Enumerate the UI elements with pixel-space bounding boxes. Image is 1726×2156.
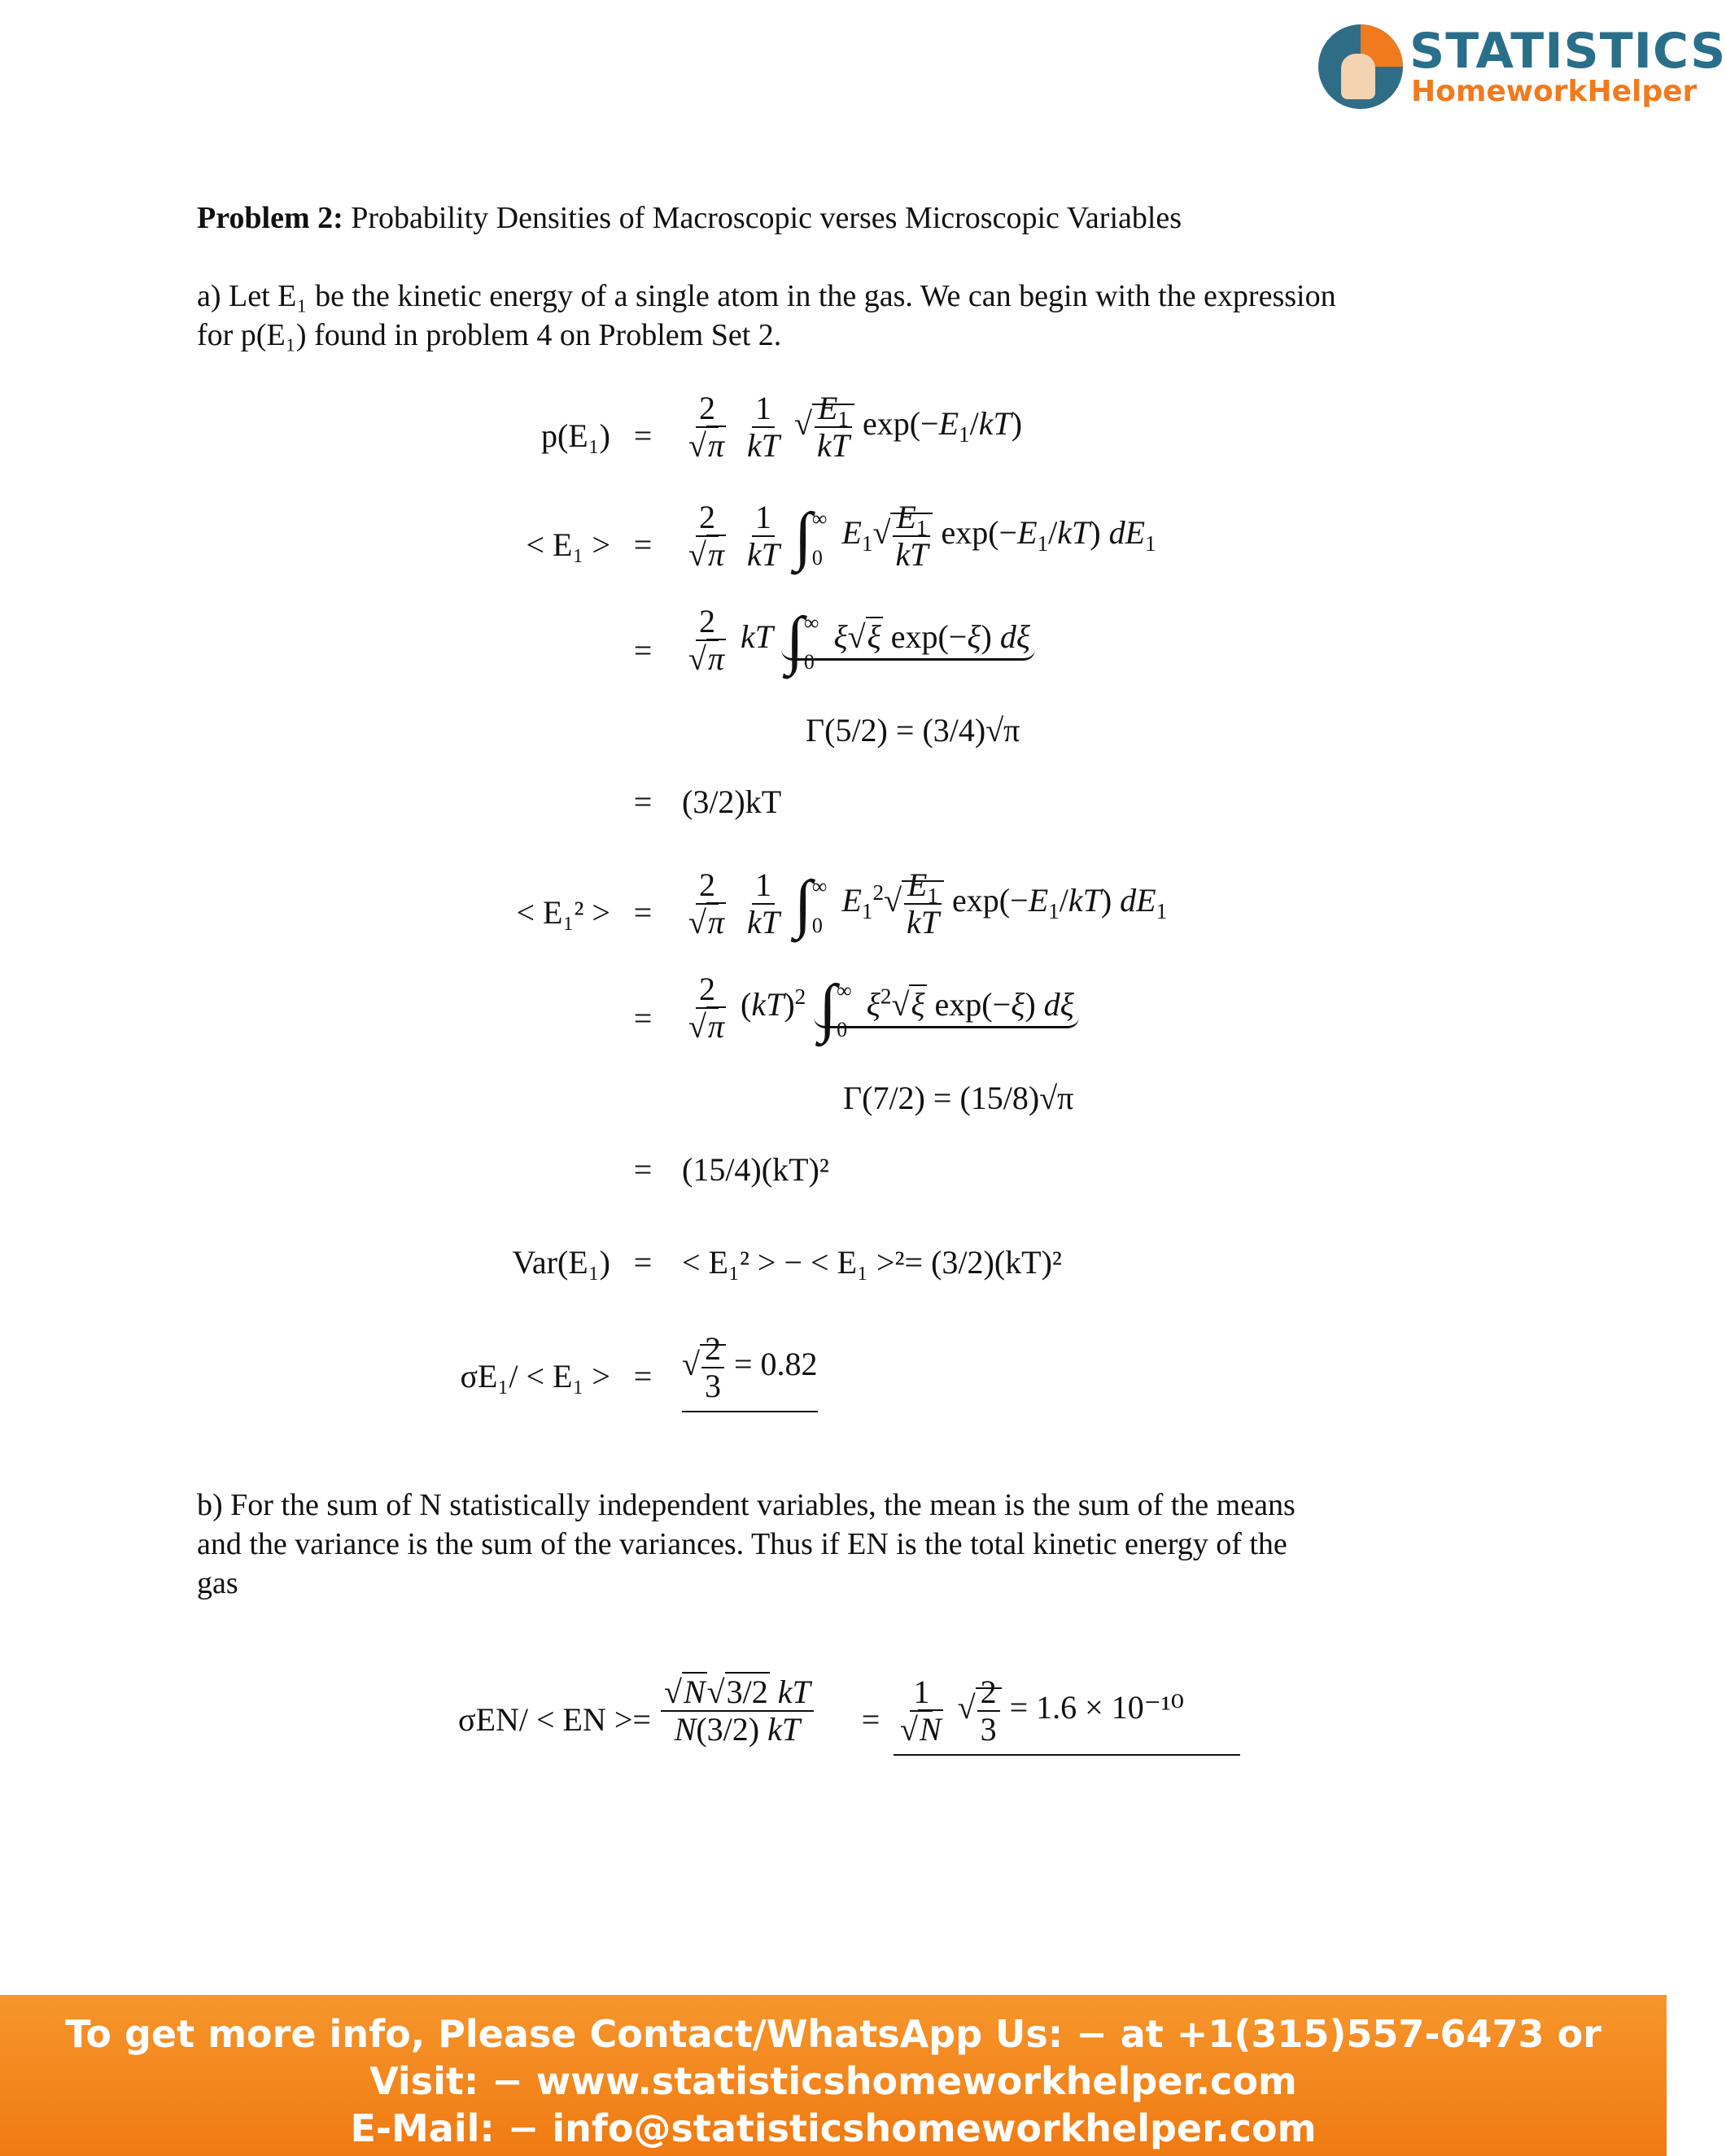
variance-lhs: Var(E₁)	[512, 1244, 610, 1281]
underbrace: ∫ ∞ 0 ξ√ξ exp(−ξ) dξ	[781, 618, 1035, 661]
eq-sign: =	[861, 1701, 880, 1738]
eq-meanE1-result: (3/2)kT	[682, 783, 782, 820]
eq-sign: =	[633, 894, 653, 931]
eq-meanE1-step2: $\frac{2}{√\pi}$ kT ∫ ∞ 0 ξ√ξ exp(−ξ) dξ	[682, 604, 1035, 677]
eq-sign: =	[633, 1000, 653, 1037]
eq-meanE1sq-rhs: $\frac{2}{√\pi}$ $\frac{1}{kT}$ ∫ ∞ 0 $E_1^2√$ $\frac{E_1}{kT}$ $\exp(-E_1/kT)$ $dE_1$	[688, 866, 1168, 941]
gamma-seven-halves: Γ(7/2) = (15/8)√π	[843, 1080, 1074, 1116]
footer-website-line[interactable]: Visit: − www.statisticshomeworkhelper.com	[369, 2059, 1297, 2103]
eq-sign: =	[633, 526, 653, 563]
gamma-five-halves: Γ(5/2) = (3/4)√π	[806, 712, 1020, 748]
footer-contact-line: To get more info, Please Contact/WhatsApp Us: − at +1(315)557-6473 or	[65, 2012, 1601, 2056]
logo-subtitle: HomeworkHelper	[1411, 75, 1698, 108]
sigmaN-lhs: σEN/ < EN >=	[458, 1701, 651, 1738]
eq-meanE1-rhs: $\frac{2}{√\pi}$ $\frac{1}{kT}$ ∫ ∞ 0 $E_1√$ $\frac{E_1}{kT}$ $\exp(-E_1/kT)$ $dE_1$	[688, 499, 1156, 573]
eq-sign: =	[633, 1151, 653, 1188]
logo-hand-icon	[1341, 54, 1375, 99]
eq-meanE1sq-step2: $\frac{2}{√\pi}$ (kT)$^2$ ∫ ∞ 0 $\xi^2√\xi$ exp(−ξ) dξ	[682, 971, 1079, 1045]
eq-meanE1-lhs: < E₁ >	[526, 526, 610, 563]
sigmaN-rhs: $\frac{1}{√N}$ √ $\frac{2}{3}$ = 1.6 × 10⁻¹⁰	[894, 1674, 1240, 1756]
problem-number: Problem 2:	[197, 201, 343, 235]
underbrace: ∫ ∞ 0 $\xi^2√\xi$ exp(−ξ) dξ	[814, 986, 1079, 1028]
footer-email-line[interactable]: E-Mail: − info@statisticshomeworkhelper.com	[350, 2106, 1317, 2150]
eq-sign: =	[633, 417, 653, 454]
eq-meanE1sq-lhs: < E₁² >	[516, 894, 610, 931]
part-a-line-1: a) Let E₁ be the kinetic energy of a single atom in the gas. We can begin with the expression	[197, 279, 1336, 313]
problem-heading	[197, 199, 1483, 238]
eq-pE1-lhs: p(E₁)	[540, 417, 610, 454]
eq-pE1-rhs: $\frac{2}{√\pi}$ $\frac{1}{kT}$ √ $\frac{E_1}{kT}$ $\exp(-E_1/kT)$	[688, 390, 1023, 464]
eq-sign: =	[633, 783, 653, 820]
part-a-line-2: for p(E₁) found in problem 4 on Problem Set 2.	[197, 318, 782, 352]
sigma-ratio-rhs: √ $\frac{2}{3}$ = 0.82	[682, 1331, 818, 1412]
eq-meanE1sq-result: (15/4)(kT)²	[682, 1151, 829, 1188]
sigmaN-fraction: $\frac{√N√3/2 kT}{N(3/2) kT}$	[658, 1674, 817, 1748]
sigmaN-result: = 1.6 × 10⁻¹⁰	[1009, 1689, 1184, 1726]
sigma-ratio-lhs: σE₁/ < E₁ >	[460, 1358, 610, 1394]
contact-footer	[0, 1995, 1667, 2156]
part-b-line-2: and the variance is the sum of the variances. Thus if EN is the total kinetic energy of the	[197, 1527, 1287, 1561]
part-b-line-1: b) For the sum of N statistically independent variables, the mean is the sum of the means	[197, 1488, 1296, 1522]
variance-rhs: < E₁² > − < E₁ >²= (3/2)(kT)²	[682, 1244, 1062, 1281]
sigma-ratio-result: = 0.82	[733, 1346, 818, 1383]
brand-logo	[1318, 23, 1726, 112]
problem-title: Probability Densities of Macroscopic verses Microscopic Variables	[351, 201, 1182, 235]
eq-sign: =	[633, 632, 653, 669]
eq-sign: =	[633, 1358, 653, 1394]
eq-sign: =	[633, 1244, 653, 1281]
logo-title: STATISTICS	[1409, 23, 1726, 80]
part-b-line-3: gas	[197, 1566, 238, 1600]
